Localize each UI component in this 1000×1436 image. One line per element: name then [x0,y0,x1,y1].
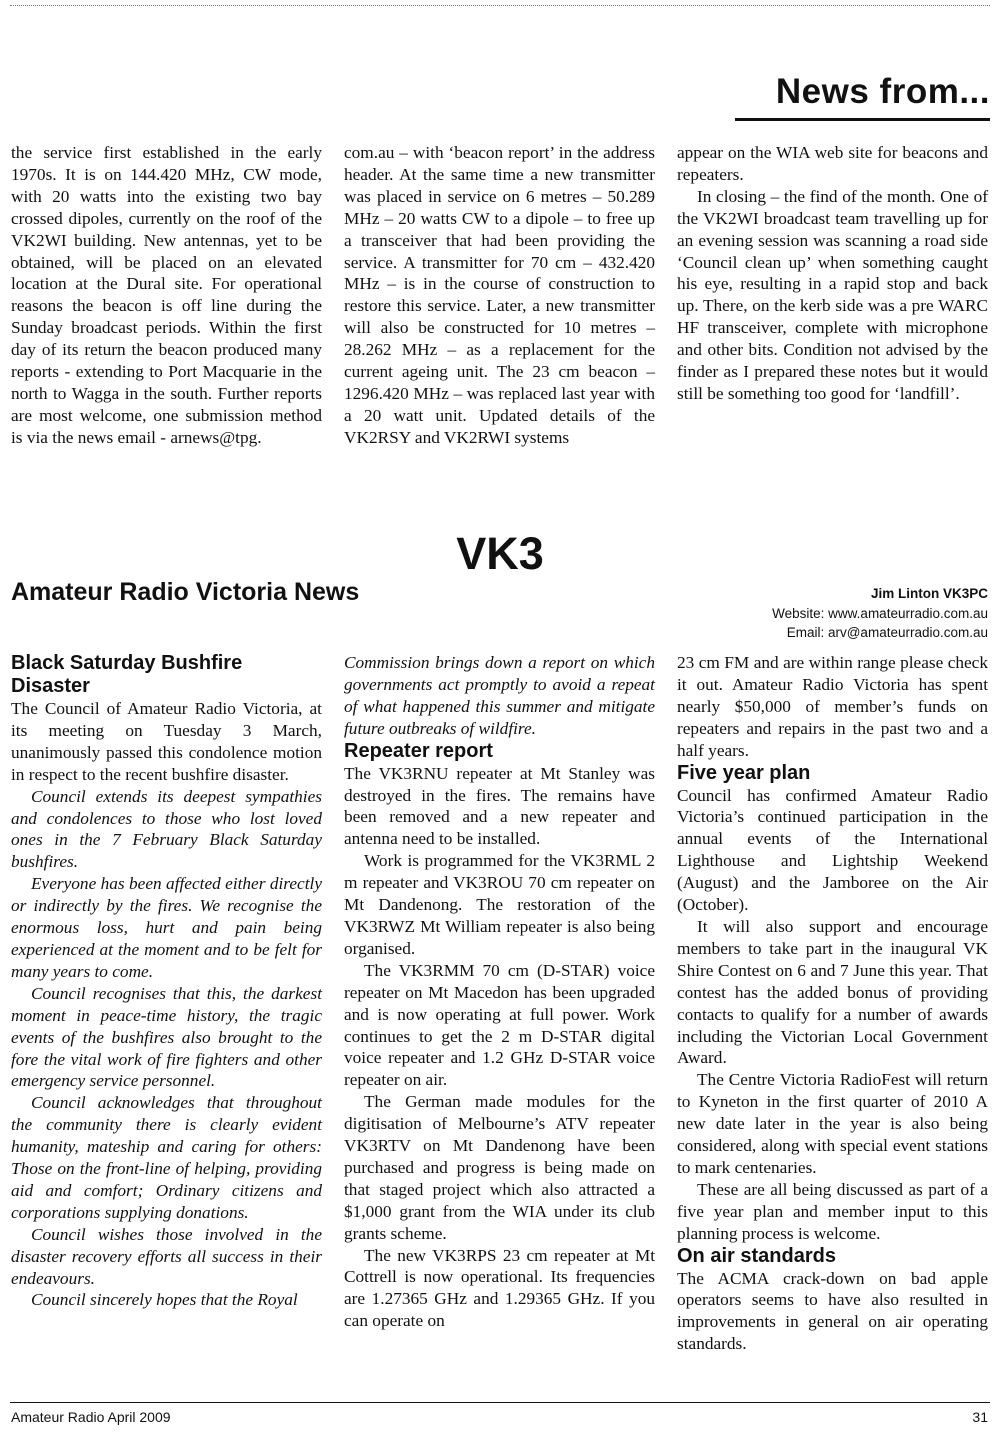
website-line: Website: www.amateurradio.com.au [772,605,988,621]
subheading-five-year-plan: Five year plan [677,761,811,784]
paragraph: The Council of Amateur Radio Victoria, at its meeting on Tuesday 3 March, unanimously passed this condolence motion in respect to the recent bushfire disaster. [11,699,322,784]
paragraph: The German made modules for the digitisation of Melbourne’s ATV repeater VK3RTV on Mt Dandenong have been purchased and progress is being made on that staged project which also attracted a $1,000 grant from the WIA under its club grants scheme. [344,1092,655,1243]
subheading-repeater-report: Repeater report [344,739,493,762]
motion-paragraph: Council recognises that this, the darkest moment in peace-time history, the tragic events of the bushfires also brought to the fore the vital work of fire fighters and other emergency service personnel. [11,983,322,1091]
motion-paragraph: Council extends its deepest sympathies and condolences to those who lost loved ones in the 7 February Black Saturday bushfires. [11,786,322,872]
motion-paragraph: Council wishes those involved in the disaster recovery efforts all success in their endeavours. [11,1224,322,1288]
subheading-bushfire: Black Saturday Bushfire Disaster [11,652,243,697]
paragraph: The VK3RNU repeater at Mt Stanley was destroyed in the fires. The remains have been removed and a new repeater and antenna need to be installed. [344,763,655,849]
section-label: News from... [775,72,990,111]
paragraph: The ACMA crack-down on bad apple operators seems to have also resulted in improvements in general on air operating standards. [677,1268,988,1354]
footer-rule [10,1402,990,1403]
paragraph: These are all being discussed as part of a five year plan and member input to this planning process is welcome. [677,1179,988,1243]
paragraph: It will also support and encourage members to take part in the inaugural VK Shire Contest on 6 and 7 June this year. That contest has the added bonus of providing contacts to qualify for a number of awards including the Victorian Local Government Award. [677,916,988,1068]
motion-paragraph: Council acknowledges that throughout the community there is clearly evident humanity, mateship and caring for others: Those on the front-line of helping, providing aid and comfort; Ordinary citizens and corporations supplying donations. [11,1093,322,1222]
paragraph: In closing – the find of the month. One of the VK2WI broadcast team travelling up for an evening session was scanning a road side ‘Council clean up’ when something caught his eye, resulting in a rapid stop and back up. There, on the kerb side was a pre WARC HF transceiver, complete with microphone and other bits. Condition not advised by the finder as I prepared these notes but it would still be something too good for ‘landfill’. [677,186,988,403]
subheading-on-air-standards: On air standards [677,1244,836,1267]
vk3-heading: VK3 [456,528,544,579]
motion-paragraph: Everyone has been affected either directly or indirectly by the fires. We recognise the enormous loss, hurt and pain being experienced at the moment and to be felt for many years to come. [11,874,322,981]
top-column-3 [677,142,988,405]
byline [772,584,988,643]
top-column-1 [11,142,322,449]
motion-paragraph: Commission brings down a report on which governments act promptly to avoid a repeat of what happened this summer and mitigate future outbreaks of wildfire. [344,653,655,738]
article-title: Amateur Radio Victoria News [11,578,360,606]
paragraph: The Centre Victoria RadioFest will return to Kyneton in the first quarter of 2010 A new date later in the year is also being considered, along with special event stations to mark centenaries. [677,1070,988,1177]
paragraph: appear on the WIA web site for beacons and repeaters. [677,143,988,184]
paragraph: Council has confirmed Amateur Radio Victoria’s continued participation in the annual events of the International Lighthouse and Lightship Weekend (August) and the Jamboree on the Air (October). [677,785,988,915]
paragraph: Work is programmed for the VK3RML 2 m repeater and VK3ROU 70 cm repeater on Mt Dandenong. The restoration of the VK3RWZ Mt William repeater is also being organised. [344,851,655,958]
paragraph: The new VK3RPS 23 cm repeater at Mt Cottrell is now operational. Its frequencies are 1.27365 GHz and 1.29365 GHz. If you can operate on [344,1245,655,1331]
section-rule [735,118,990,121]
footer-publication: Amateur Radio April 2009 [11,1409,171,1425]
top-column-2 [344,142,655,449]
email-line: Email: arv@amateurradio.com.au [786,625,988,640]
page-number: 31 [972,1409,988,1425]
paragraph: 23 cm FM and are within range please check it out. Amateur Radio Victoria has spent nearly $50,000 of member’s funds on repeaters and repairs in the past two and a half years. [677,653,988,760]
motion-paragraph: Council sincerely hopes that the Royal [31,1290,298,1310]
paragraph: the service first established in the early 1970s. It is on 144.420 MHz, CW mode, with 20 watts into the existing two bay crossed dipoles, currently on the roof of the VK2WI building. New antennas, yet to be obtained, will be placed on an elevated location at the Dural site. For operational reasons the beacon is off line during the Sunday broadcast periods. Within the first day of its return the beacon produced many reports - extending to Port Macquarie in the north to Wagga in the south. Further reports are most welcome, one submission method is via the news email - arnews@tpg. [11,143,322,447]
paragraph: The VK3RMM 70 cm (D-STAR) voice repeater on Mt Macedon has been upgraded and is now operating at full power. Work continues to get the 2 m D-STAR digital voice repeater and 1.2 GHz D-STAR voice repeater on air. [344,960,655,1090]
author-name: Jim Linton VK3PC [870,586,988,601]
bottom-column-2 [344,652,655,1332]
top-dotted-rule [10,5,990,6]
paragraph: com.au – with ‘beacon report’ in the address header. At the same time a new transmitter was placed in service on 6 metres – 50.289 MHz – 20 watts CW to a dipole – to free up a transceiver that had been providing the service. A transmitter for 70 cm – 432.420 MHz – is in the course of construction to restore this service. Later, a new transmitter will also be constructed for 10 metres – 28.262 MHz – as a replacement for the current ageing unit. The 23 cm beacon – 1296.420 MHz – was replaced last year with a 20 watt unit. Updated details of the VK2RSY and VK2RWI systems [344,143,655,447]
bottom-column-1 [11,652,322,1311]
bottom-column-3 [677,652,988,1355]
